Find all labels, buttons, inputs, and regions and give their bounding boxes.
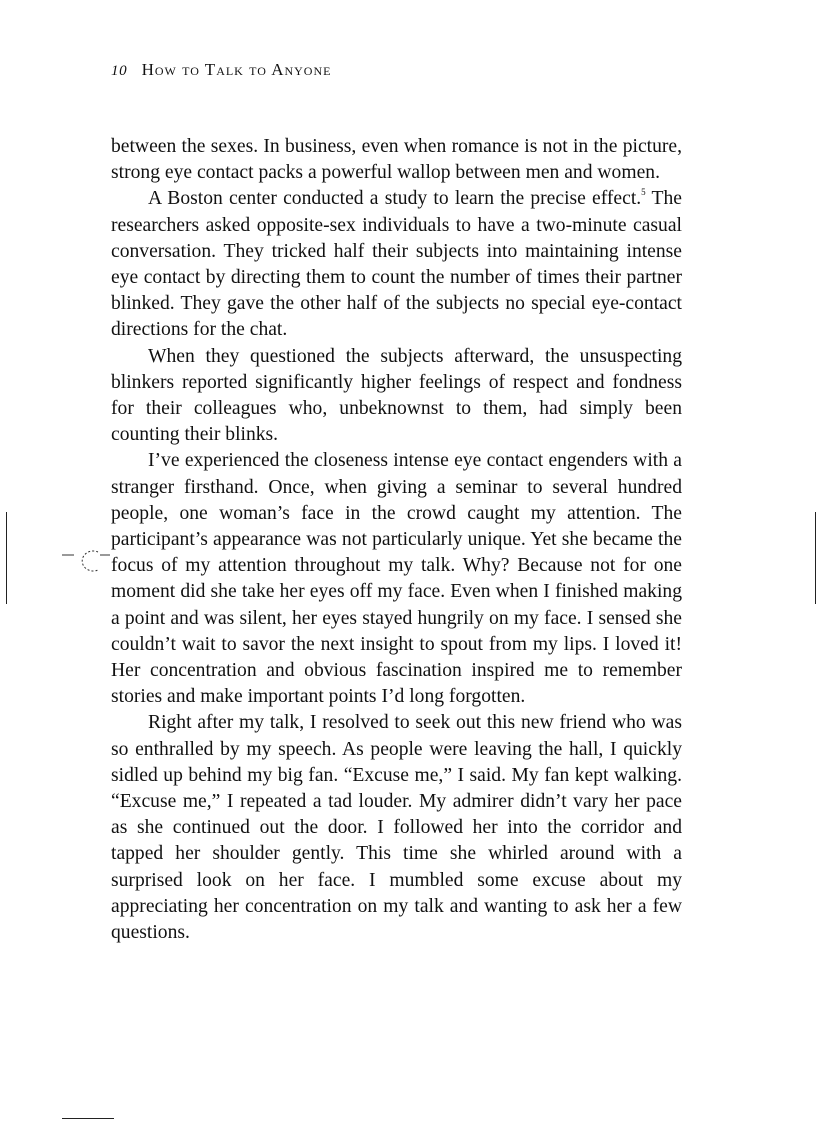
page-number: 10: [111, 63, 128, 79]
paragraph-2: [111, 186, 682, 343]
left-crop-line: [6, 512, 7, 604]
paragraph-2-rest: The researchers asked opposite-sex individuals to have a two-minute casual conversation. They tricked half their subjects into maintaining intense eye contact by directing them to count the number of times their partner blinked. They gave the other half of the subjects no special eye-contact directions for the chat.: [111, 188, 682, 341]
paragraph-5: Right after my talk, I resolved to seek out this new friend who was so enthralled by my speech. As people were leaving the hall, I quickly sidled up behind my big fan. “Excuse me,” I said. My fan kept walking. “Excuse me,” I repeated a tad louder. My admirer didn’t vary her pace as she continued out the door. I followed her into the corridor and tapped her shoulder gently. This time she whirled around with a surprised look on her face. I mumbled some excuse about my appreciating her concentration on my talk and wanting to ask her a few questions.: [111, 712, 682, 944]
paragraph-1: between the sexes. In business, even when romance is not in the picture, strong eye contact packs a powerful wallop between men and women.: [111, 136, 682, 184]
running-head: [111, 60, 331, 80]
paragraph-4: I’ve experienced the closeness intense eye contact engenders with a stranger firsthand. Once, when giving a seminar to several hundred people, one woman’s face in the crowd caught my attention. The participant’s appearance was not particularly unique. Yet she became the focus of my attention throughout my talk. Why? Because not for one moment did she take her eyes off my face. Even when I finished making a point and was silent, her eyes stayed hungrily on my face. I sensed she couldn’t wait to savor the next insight to spout from my lips. I loved it! Her concentration and obvious fascination inspired me to remember stories and make important points I’d long forgotten.: [111, 450, 682, 708]
book-title: How to Talk to Anyone: [141, 60, 332, 79]
footnote-reference: 5: [641, 187, 646, 198]
bottom-crop-rule: [62, 1118, 114, 1119]
paragraph-3: When they questioned the subjects afterward, the unsuspecting blinkers reported significantly higher feelings of respect and fondness for their colleagues who, unbeknownst to them, had simply been counting their blinks.: [111, 345, 682, 446]
registration-mark-icon: [62, 548, 110, 576]
body-text: [111, 134, 682, 946]
paragraph-2-lead: A Boston center conducted a study to learn the precise effect.: [148, 188, 642, 210]
